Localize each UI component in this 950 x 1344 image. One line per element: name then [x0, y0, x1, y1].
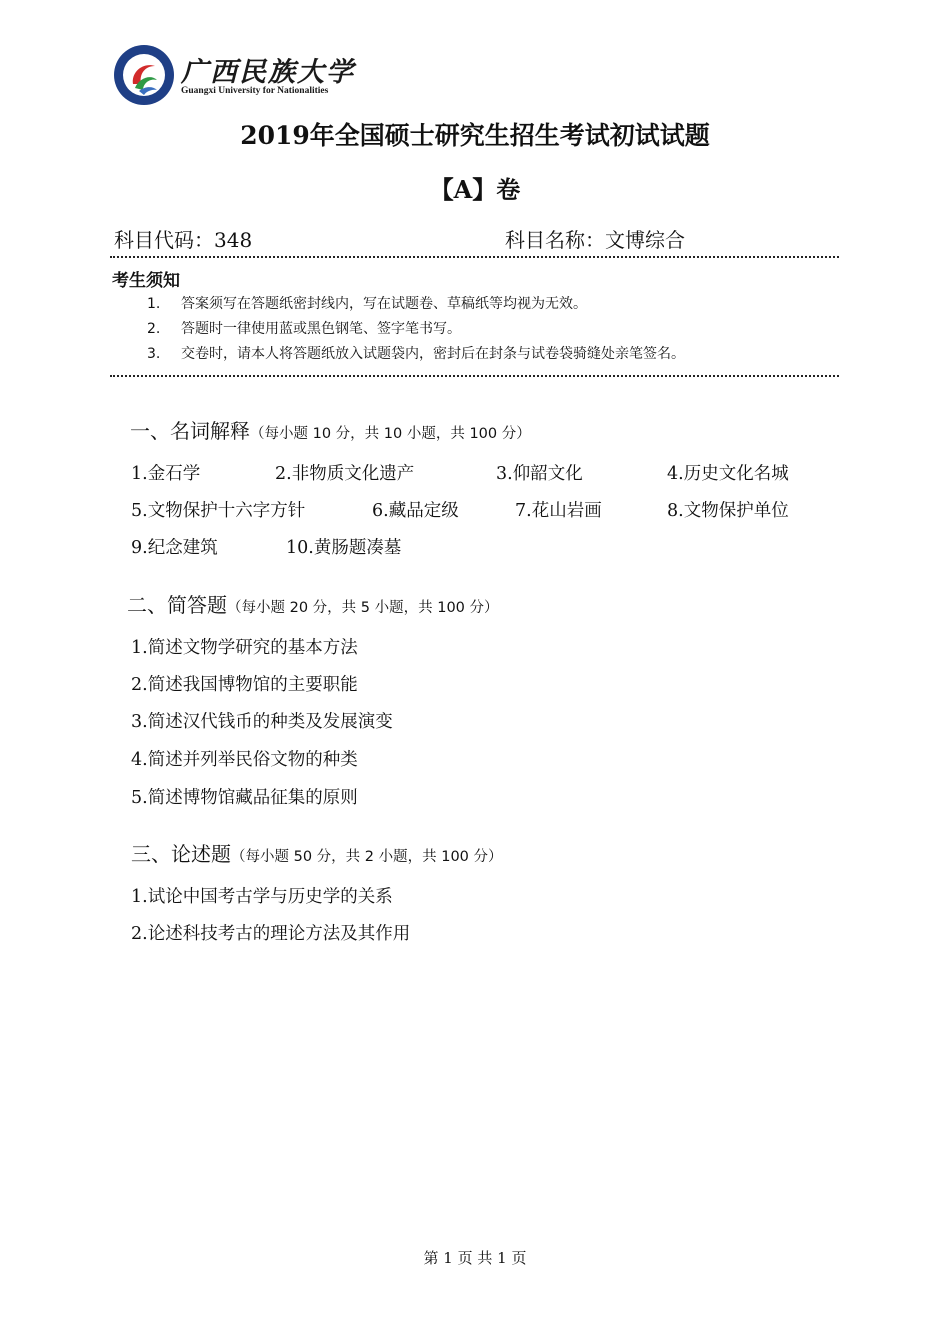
question-item: 5.简述博物馆藏品征集的原则: [131, 788, 358, 808]
question-item: 1.简述文物学研究的基本方法: [131, 638, 358, 658]
notice-item-num: 1.: [147, 296, 161, 312]
question-item: 2.论述科技考古的理论方法及其作用: [131, 924, 411, 944]
section-heading: [131, 838, 503, 867]
section-title: 一、名词解释: [130, 419, 250, 443]
divider-top: [110, 256, 839, 258]
page-number: 第 1 页 共 1 页: [423, 1249, 527, 1267]
section-scoring-note: （每小题 50 分，共 2 小题，共 100 分）: [231, 849, 503, 865]
section-title: 二、简答题: [127, 593, 227, 617]
notice-item-text: 答案须写在答题纸密封线内，写在试题卷、草稿纸等均视为无效。: [181, 296, 587, 312]
subject-code: 科目代码：348: [114, 228, 253, 252]
notice-item-num: 2.: [147, 321, 161, 337]
exam-title: 2019年全国硕士研究生招生考试初试试题: [240, 121, 710, 150]
question-item: 8.文物保护单位: [667, 501, 789, 521]
question-item: 4.历史文化名城: [667, 464, 789, 484]
notice-item-text: 答题时一律使用蓝或黑色钢笔、签字笔书写。: [181, 321, 461, 337]
question-item: 2.非物质文化遗产: [275, 464, 415, 484]
paper-label: 【A】卷: [429, 175, 521, 204]
section-heading: [127, 589, 499, 618]
question-item: 6.藏品定级: [372, 501, 459, 521]
notice-item-text: 交卷时，请本人将答题纸放入试题袋内，密封后在封条与试卷袋骑缝处亲笔签名。: [181, 346, 685, 362]
question-item: 10.黄肠题凑墓: [286, 538, 402, 558]
notice-item: [147, 343, 685, 363]
divider-bottom: [110, 375, 839, 377]
question-item: 3.简述汉代钱币的种类及发展演变: [131, 712, 393, 732]
section-heading: [130, 415, 531, 444]
notice-item: [147, 318, 461, 338]
question-item: 5.文物保护十六字方针: [131, 501, 306, 521]
university-name: 广西民族大学: [181, 57, 355, 88]
question-item: 7.花山岩画: [515, 501, 602, 521]
subject-name: 科目名称：文博综合: [505, 228, 685, 252]
section-scoring-note: （每小题 10 分，共 10 小题，共 100 分）: [250, 426, 531, 442]
section-title: 三、论述题: [131, 842, 231, 866]
section-scoring-note: （每小题 20 分，共 5 小题，共 100 分）: [227, 600, 499, 616]
question-item: 3.仰韶文化: [496, 464, 583, 484]
question-item: 1.试论中国考古学与历史学的关系: [131, 887, 393, 907]
university-logo: [113, 44, 175, 106]
notice-title: 考生须知: [112, 271, 180, 291]
question-item: 2.简述我国博物馆的主要职能: [131, 675, 358, 695]
question-item: 4.简述并列举民俗文物的种类: [131, 750, 358, 770]
question-item: 1.金石学: [131, 464, 201, 484]
notice-item-num: 3.: [147, 346, 161, 362]
university-name-en: Guangxi University for Nationalities: [181, 86, 329, 96]
question-item: 9.纪念建筑: [131, 538, 218, 558]
notice-item: [147, 293, 587, 313]
